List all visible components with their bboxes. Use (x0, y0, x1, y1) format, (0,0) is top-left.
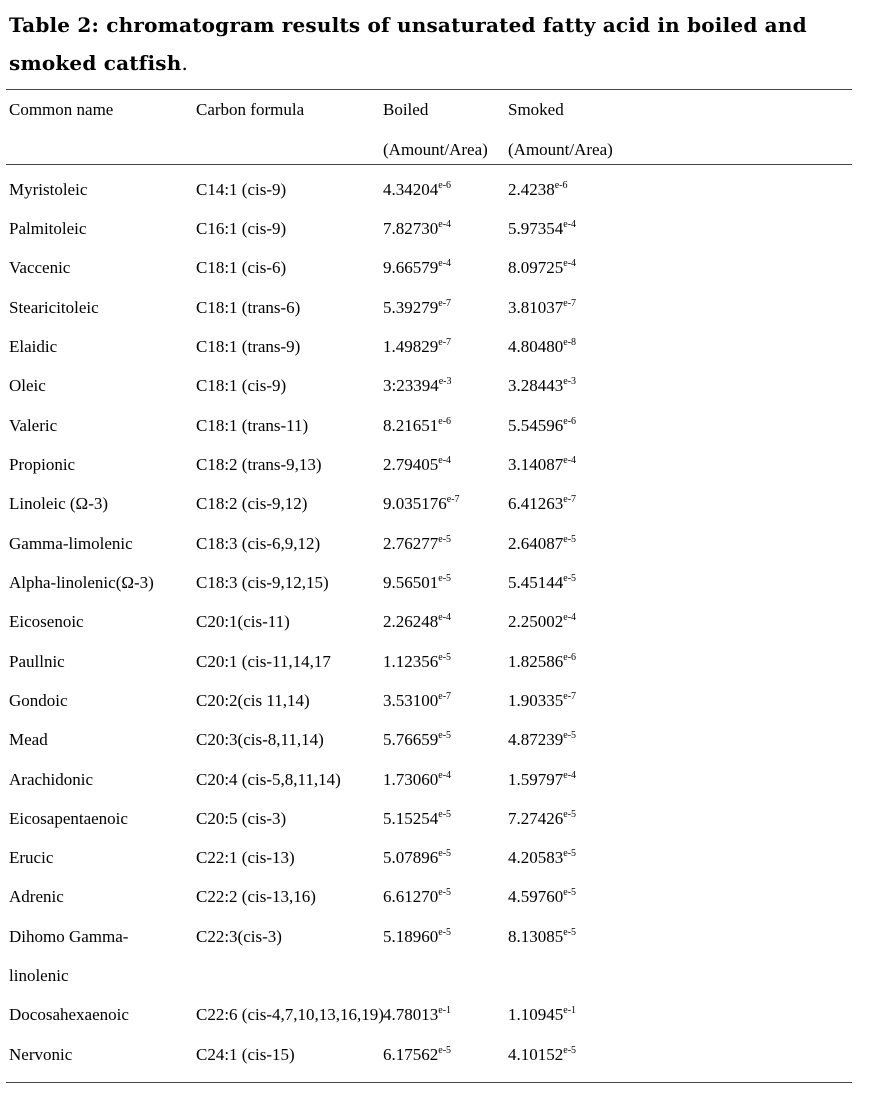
cell-boiled-exponent: e-4 (438, 612, 452, 623)
cell-boiled (383, 848, 451, 868)
cell-boiled-exponent: e-5 (438, 1045, 452, 1056)
cell-boiled-exponent: e-6 (438, 180, 452, 191)
cell-smoked-value: 2.4238 (508, 180, 555, 199)
cell-boiled-exponent: e-5 (438, 809, 452, 820)
cell-smoked-exponent: e-5 (563, 927, 577, 938)
cell-smoked-value: 3.14087 (508, 455, 564, 474)
cell-boiled-value: 5.18960 (383, 927, 439, 946)
cell-boiled-value: 4.78013 (383, 1005, 439, 1024)
cell-carbon-formula (196, 887, 316, 907)
cell-common-name (9, 573, 154, 593)
cell-boiled-exponent: e-5 (438, 573, 452, 584)
header-smoked: Smoked (508, 100, 564, 119)
cell-common-name-value: Linoleic (Ω-3) (9, 494, 109, 513)
cell-common-name (9, 887, 64, 907)
cell-smoked (508, 337, 576, 357)
cell-carbon-formula-value: C20:3(cis-8,11,14) (196, 730, 324, 749)
cell-carbon-formula-value: C18:3 (cis-9,12,15) (196, 573, 329, 592)
cell-smoked (508, 730, 576, 750)
cell-carbon-formula (196, 219, 286, 239)
cell-common-name-value: Docosahexaenoic (9, 1005, 129, 1024)
cell-boiled-exponent: e-4 (438, 258, 452, 269)
cell-common-name-value: Eicosapentaenoic (9, 809, 128, 828)
cell-carbon-formula-value: C20:1 (cis-11,14,17 (196, 652, 331, 671)
table-row (0, 494, 880, 533)
table-row (0, 1005, 880, 1044)
bottom-rule (6, 1082, 852, 1083)
cell-smoked (508, 887, 576, 907)
table-row (0, 612, 880, 651)
cell-common-name-value: Adrenic (9, 887, 64, 906)
cell-smoked-value: 2.64087 (508, 534, 564, 553)
cell-carbon-formula (196, 180, 286, 200)
cell-carbon-formula (196, 1005, 384, 1025)
cell-smoked-exponent: e-5 (563, 887, 577, 898)
cell-smoked-value: 4.87239 (508, 730, 564, 749)
table-row (0, 887, 880, 926)
cell-smoked-value: 4.20583 (508, 848, 564, 867)
header-boiled-unit: (Amount/Area) (383, 140, 488, 159)
cell-common-name (9, 691, 68, 711)
table-row (0, 809, 880, 848)
cell-carbon-formula-value: C18:1 (cis-6) (196, 258, 287, 277)
cell-boiled (383, 730, 451, 750)
cell-boiled-exponent: e-5 (438, 652, 452, 663)
cell-smoked-value: 5.97354 (508, 219, 564, 238)
cell-common-name-value: Valeric (9, 416, 58, 435)
cell-carbon-formula-value: C22:2 (cis-13,16) (196, 887, 316, 906)
cell-common-name (9, 298, 99, 318)
cell-boiled (383, 1005, 451, 1025)
cell-boiled-exponent: e-5 (438, 887, 452, 898)
cell-smoked-exponent: e-5 (563, 809, 577, 820)
cell-carbon-formula (196, 416, 308, 436)
cell-boiled-value: 8.21651 (383, 416, 439, 435)
cell-boiled-exponent: e-4 (438, 770, 452, 781)
cell-boiled-exponent: e-4 (438, 219, 452, 230)
cell-boiled-value: 3.53100 (383, 691, 439, 710)
cell-smoked-exponent: e-4 (563, 612, 577, 623)
cell-boiled (383, 1045, 451, 1065)
cell-carbon-formula-value: C16:1 (cis-9) (196, 219, 287, 238)
table-row (0, 534, 880, 573)
cell-common-name-value: Alpha-linolenic(Ω-3) (9, 573, 154, 592)
cell-smoked-value: 4.80480 (508, 337, 564, 356)
cell-common-name-value: Paullnic (9, 652, 65, 671)
caption-period: . (181, 51, 189, 75)
cell-smoked-exponent: e-4 (563, 455, 577, 466)
cell-carbon-formula-value: C18:1 (trans-6) (196, 298, 301, 317)
cell-boiled (383, 298, 451, 318)
cell-boiled-value: 3:23394 (383, 376, 439, 395)
cell-carbon-formula (196, 534, 320, 554)
cell-boiled (383, 691, 451, 711)
cell-smoked (508, 494, 576, 514)
table-row (0, 652, 880, 691)
cell-smoked-value: 4.10152 (508, 1045, 564, 1064)
cell-common-name (9, 770, 93, 790)
cell-smoked-value: 1.10945 (508, 1005, 564, 1024)
cell-boiled-value: 2.79405 (383, 455, 439, 474)
table-row (0, 416, 880, 455)
cell-smoked-value: 5.54596 (508, 416, 564, 435)
cell-boiled-exponent: e-7 (438, 691, 452, 702)
cell-smoked-exponent: e-4 (563, 770, 577, 781)
cell-carbon-formula-value: C20:5 (cis-3) (196, 809, 287, 828)
cell-carbon-formula-value: C22:3(cis-3) (196, 927, 282, 946)
cell-smoked (508, 219, 576, 239)
table-row (0, 573, 880, 612)
cell-common-name-value: Palmitoleic (9, 219, 87, 238)
cell-boiled (383, 652, 451, 672)
cell-smoked-exponent: e-4 (563, 258, 577, 269)
cell-carbon-formula-value: C18:1 (trans-11) (196, 416, 309, 435)
cell-common-name (9, 455, 75, 475)
cell-smoked-exponent: e-8 (563, 337, 577, 348)
cell-smoked-exponent: e-5 (563, 1045, 577, 1056)
table-row (0, 730, 880, 769)
cell-carbon-formula-value: C20:1(cis-11) (196, 612, 290, 631)
cell-smoked-value: 2.25002 (508, 612, 564, 631)
cell-boiled (383, 376, 452, 396)
cell-common-name (9, 927, 128, 947)
cell-boiled-exponent: e-7 (446, 494, 460, 505)
cell-carbon-formula-value: C14:1 (cis-9) (196, 180, 287, 199)
cell-smoked-value: 1.90335 (508, 691, 564, 710)
cell-carbon-formula-value: C24:1 (cis-15) (196, 1045, 295, 1064)
table-row (0, 691, 880, 730)
cell-common-name-value: Elaidic (9, 337, 58, 356)
cell-boiled (383, 770, 451, 790)
cell-common-name-value: Oleic (9, 376, 46, 395)
cell-common-name (9, 809, 128, 829)
table-row (0, 376, 880, 415)
cell-common-name-value: Dihomo Gamma- (9, 927, 129, 946)
caption-line-2: smoked catfish (9, 51, 182, 75)
table-row (0, 927, 880, 966)
cell-carbon-formula (196, 494, 307, 514)
cell-boiled (383, 219, 451, 239)
cell-common-name (9, 376, 46, 396)
cell-common-name (9, 612, 84, 632)
table-row (0, 180, 880, 219)
header-rule (6, 164, 852, 165)
cell-common-name-value: Myristoleic (9, 180, 88, 199)
cell-boiled-value: 1.49829 (383, 337, 439, 356)
cell-common-name-value: Eicosenoic (9, 612, 84, 631)
cell-smoked-exponent: e-4 (563, 219, 577, 230)
cell-boiled (383, 258, 451, 278)
cell-smoked-value: 1.82586 (508, 652, 564, 671)
cell-common-name-value: Stearicitoleic (9, 298, 99, 317)
cell-smoked (508, 258, 576, 278)
cell-carbon-formula (196, 573, 329, 593)
cell-boiled-exponent: e-5 (438, 927, 452, 938)
cell-smoked-value: 6.41263 (508, 494, 564, 513)
cell-smoked (508, 1005, 576, 1025)
cell-common-name-value: Mead (9, 730, 48, 749)
cell-smoked-exponent: e-6 (563, 416, 577, 427)
cell-smoked-exponent: e-5 (563, 848, 577, 859)
cell-carbon-formula (196, 652, 331, 672)
cell-carbon-formula-value: C20:4 (cis-5,8,11,14) (196, 770, 341, 789)
cell-boiled (383, 455, 451, 475)
cell-smoked (508, 927, 576, 947)
cell-carbon-formula (196, 612, 290, 632)
cell-carbon-formula-value: C22:6 (cis-4,7,10,13,16,19) (196, 1005, 384, 1024)
cell-smoked (508, 809, 576, 829)
cell-common-name-value: Erucic (9, 848, 54, 867)
cell-common-name (9, 494, 108, 514)
table-caption (9, 6, 849, 82)
cell-carbon-formula (196, 298, 300, 318)
table-row (0, 337, 880, 376)
cell-carbon-formula (196, 927, 282, 947)
cell-carbon-formula (196, 770, 341, 790)
cell-carbon-formula (196, 455, 322, 475)
top-rule (6, 89, 852, 90)
cell-smoked (508, 612, 576, 632)
table-row (0, 298, 880, 337)
cell-smoked (508, 455, 576, 475)
cell-boiled-exponent: e-4 (438, 455, 452, 466)
cell-smoked-value: 5.45144 (508, 573, 564, 592)
cell-boiled-value: 1.12356 (383, 652, 439, 671)
cell-carbon-formula (196, 848, 295, 868)
cell-boiled-exponent: e-7 (438, 298, 452, 309)
cell-smoked (508, 770, 576, 790)
cell-boiled-value: 6.17562 (383, 1045, 439, 1064)
cell-smoked-value: 1.59797 (508, 770, 564, 789)
cell-smoked (508, 652, 576, 672)
cell-smoked-exponent: e-5 (563, 730, 577, 741)
cell-common-name-value: Gamma-limolenic (9, 534, 133, 553)
cell-boiled-value: 9.56501 (383, 573, 439, 592)
cell-carbon-formula-value: C20:2(cis 11,14) (196, 691, 310, 710)
cell-boiled-exponent: e-5 (438, 730, 452, 741)
cell-boiled (383, 534, 451, 554)
cell-common-name (9, 258, 70, 278)
cell-common-name (9, 848, 53, 868)
cell-carbon-formula (196, 376, 286, 396)
cell-boiled-value: 9.035176 (383, 494, 447, 513)
cell-smoked-value: 7.27426 (508, 809, 564, 828)
cell-smoked (508, 1045, 576, 1065)
cell-boiled-value: 6.61270 (383, 887, 439, 906)
cell-common-name (9, 730, 48, 750)
cell-boiled (383, 809, 451, 829)
cell-smoked (508, 298, 576, 318)
cell-carbon-formula (196, 691, 310, 711)
cell-common-name (9, 1045, 72, 1065)
cell-boiled-exponent: e-7 (438, 337, 452, 348)
table-row-continuation (0, 966, 880, 1005)
cell-common-name (9, 534, 133, 554)
cell-smoked-value: 8.13085 (508, 927, 564, 946)
cell-carbon-formula-value: C18:2 (trans-9,13) (196, 455, 322, 474)
cell-boiled-exponent: e-1 (438, 1005, 452, 1016)
cell-common-name (9, 180, 87, 200)
cell-boiled-exponent: e-5 (438, 848, 452, 859)
cell-boiled (383, 612, 451, 632)
cell-boiled-value: 5.15254 (383, 809, 439, 828)
header-boiled: Boiled (383, 100, 429, 119)
cell-carbon-formula-value: C18:2 (cis-9,12) (196, 494, 308, 513)
table-row (0, 770, 880, 809)
cell-smoked-exponent: e-1 (563, 1005, 577, 1016)
cell-smoked (508, 573, 576, 593)
cell-common-name-value: Arachidonic (9, 770, 94, 789)
cell-boiled (383, 337, 451, 357)
cell-boiled-value: 9.66579 (383, 258, 439, 277)
cell-common-name (9, 219, 86, 239)
cell-carbon-formula-value: C22:1 (cis-13) (196, 848, 295, 867)
cell-carbon-formula (196, 809, 286, 829)
cell-boiled (383, 573, 451, 593)
cell-smoked-value: 8.09725 (508, 258, 564, 277)
table-row (0, 848, 880, 887)
cell-carbon-formula-value: C18:1 (cis-9) (196, 376, 287, 395)
cell-smoked-exponent: e-7 (563, 494, 577, 505)
header-smoked-unit: (Amount/Area) (508, 140, 613, 159)
table-row (0, 258, 880, 297)
cell-smoked (508, 691, 576, 711)
cell-smoked-value: 3.28443 (508, 376, 564, 395)
cell-boiled-value: 5.76659 (383, 730, 439, 749)
cell-boiled (383, 180, 451, 200)
cell-smoked-exponent: e-6 (563, 652, 577, 663)
cell-common-name (9, 1005, 129, 1025)
cell-boiled-exponent: e-3 (438, 376, 452, 387)
cell-common-name-line-2: linolenic (9, 966, 69, 985)
cell-smoked-exponent: e-7 (563, 691, 577, 702)
cell-carbon-formula-value: C18:3 (cis-6,9,12) (196, 534, 321, 553)
cell-smoked-value: 4.59760 (508, 887, 564, 906)
cell-smoked (508, 376, 576, 396)
cell-boiled (383, 927, 451, 947)
cell-common-name-value: Vaccenic (9, 258, 71, 277)
cell-smoked-exponent: e-6 (554, 180, 568, 191)
cell-carbon-formula (196, 258, 286, 278)
cell-smoked-value: 3.81037 (508, 298, 564, 317)
cell-carbon-formula (196, 730, 324, 750)
cell-common-name (9, 337, 57, 357)
cell-smoked-exponent: e-5 (563, 573, 577, 584)
cell-common-name-value: Nervonic (9, 1045, 73, 1064)
header-common-name: Common name (9, 100, 114, 119)
cell-common-name-value: Propionic (9, 455, 76, 474)
cell-smoked-exponent: e-5 (563, 534, 577, 545)
cell-carbon-formula (196, 337, 300, 357)
cell-common-name-value: Gondoic (9, 691, 68, 710)
table-row (0, 219, 880, 258)
header-carbon-formula: Carbon formula (196, 100, 305, 119)
cell-boiled (383, 494, 460, 514)
table-row (0, 1045, 880, 1084)
cell-boiled-exponent: e-6 (438, 416, 452, 427)
cell-boiled-value: 7.82730 (383, 219, 439, 238)
cell-common-name (9, 652, 65, 672)
cell-smoked (508, 180, 568, 200)
cell-carbon-formula (196, 1045, 295, 1065)
cell-smoked-exponent: e-7 (563, 298, 577, 309)
cell-smoked-exponent: e-3 (563, 376, 577, 387)
cell-smoked (508, 534, 576, 554)
cell-carbon-formula-value: C18:1 (trans-9) (196, 337, 301, 356)
cell-boiled-value: 5.39279 (383, 298, 439, 317)
cell-boiled (383, 416, 451, 436)
cell-boiled-exponent: e-5 (438, 534, 452, 545)
cell-smoked (508, 848, 576, 868)
cell-boiled-value: 2.26248 (383, 612, 439, 631)
cell-smoked (508, 416, 576, 436)
cell-boiled-value: 2.76277 (383, 534, 439, 553)
cell-boiled-value: 1.73060 (383, 770, 439, 789)
cell-boiled-value: 4.34204 (383, 180, 439, 199)
cell-common-name (9, 416, 57, 436)
table-row (0, 455, 880, 494)
cell-boiled (383, 887, 451, 907)
caption-line-1: Table 2: chromatogram results of unsaturated fatty acid in boiled and (9, 13, 807, 37)
cell-boiled-value: 5.07896 (383, 848, 439, 867)
